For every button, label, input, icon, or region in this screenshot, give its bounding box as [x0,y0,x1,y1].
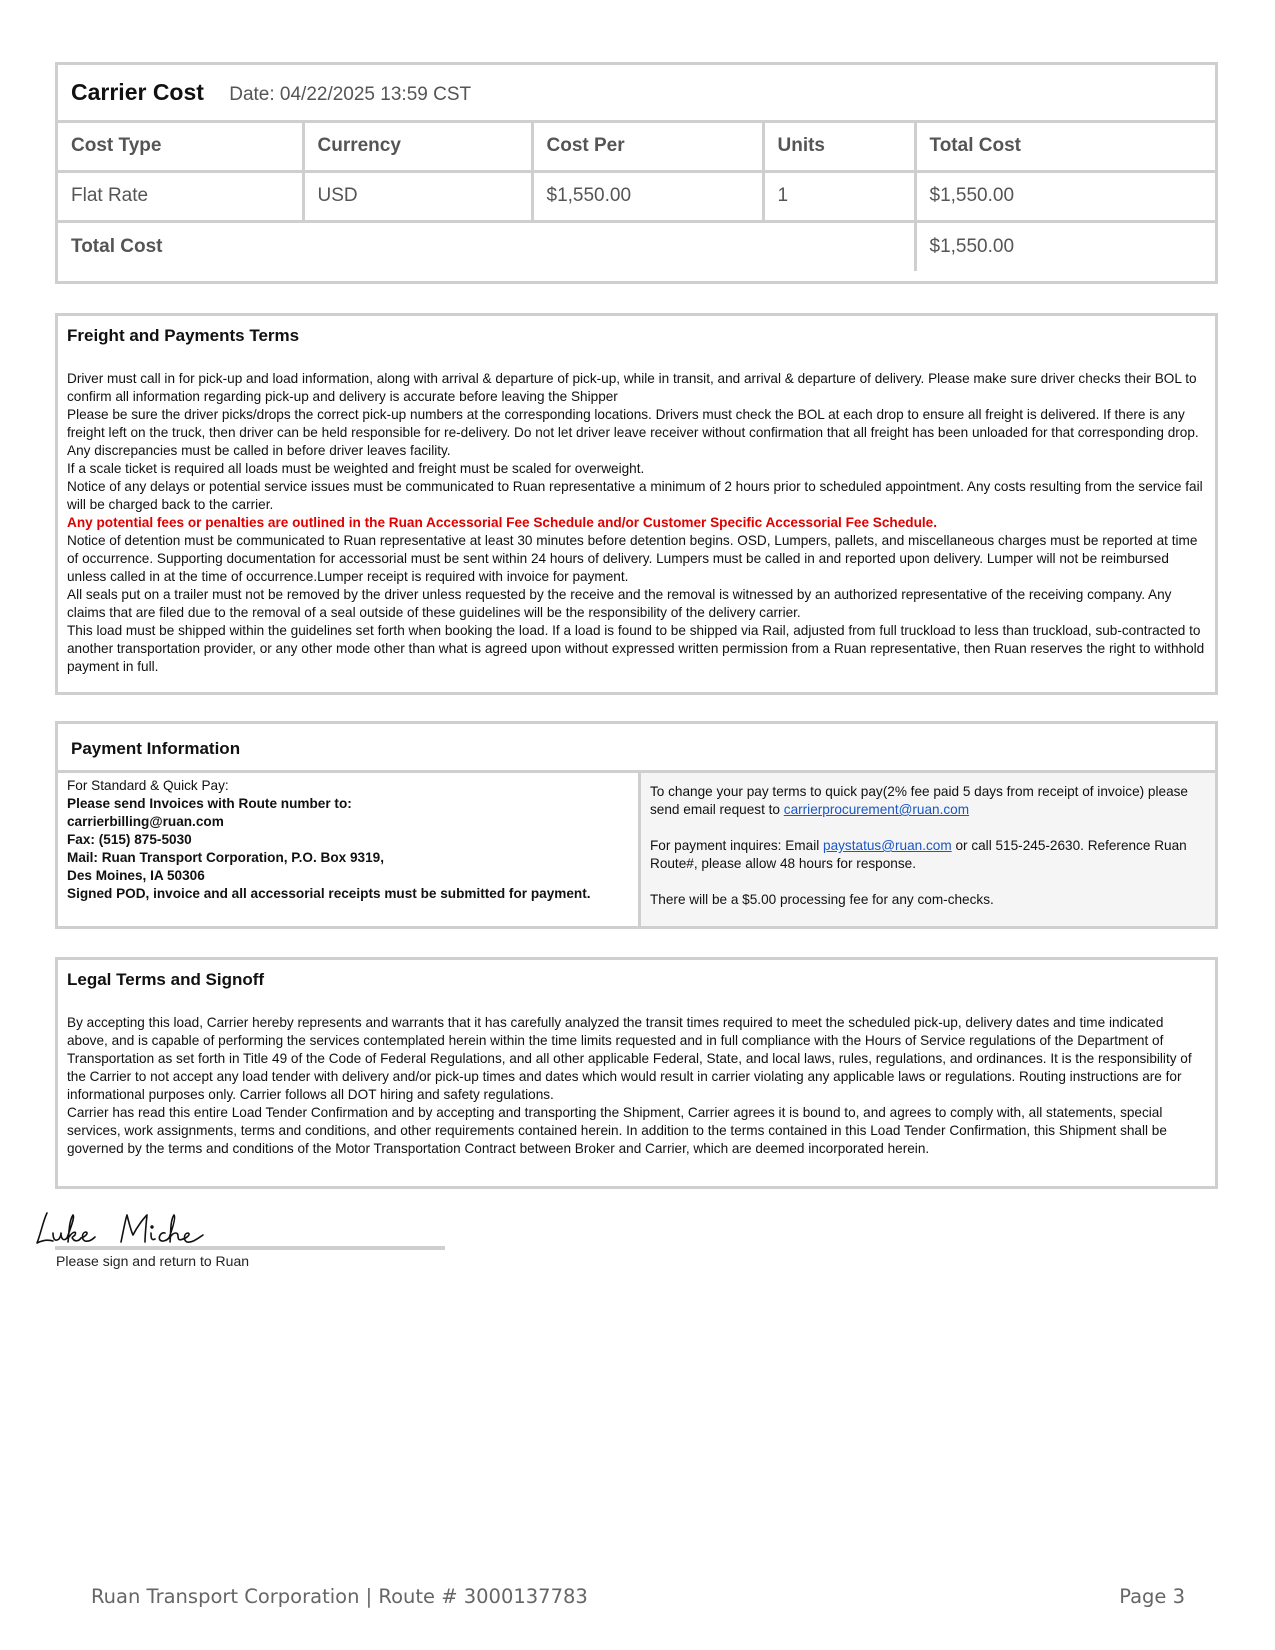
quickpay-note [650,783,1207,819]
submission-requirement: Signed POD, invoice and all accessorial receipts must be submitted for payment. [67,886,591,901]
column-header: Cost Per [532,121,763,171]
legal-paragraph: Carrier has read this entire Load Tender Confirmation and by accepting and transporting the Shipment, Carrier agrees it is bound to, and agrees to comply with, all statements, special services, work assignments, terms and conditions, and other requirements contained herein. In addition to the terms contained in this Load Tender Confirmation, this Shipment shall be governed by the terms and conditions of the Motor Transportation Contract between Broker and Carrier, which are deemed incorporated herein. [67,1105,1167,1156]
payment-information-section [55,721,1218,929]
payment-intro: For Standard & Quick Pay: [67,778,229,793]
carrier-cost-table [55,62,1218,284]
table-cell: Flat Rate [58,171,303,221]
paystatus-email-link[interactable]: paystatus@ruan.com [823,838,952,853]
fee-schedule-notice: Any potential fees or penalties are outlined in the Ruan Accessorial Fee Schedule and/or Customer Specific Accessorial Fee Schedule. [67,515,938,530]
terms-paragraph: If a scale ticket is required all loads must be weighted and freight must be scaled for overweight. [67,461,645,476]
signature-line [55,1246,445,1250]
payment-title-row [58,724,1215,773]
payment-notes [641,773,1215,926]
carrier-cost-title: Carrier Cost [71,78,204,105]
legal-terms-body [67,1014,1206,1158]
terms-paragraph: All seals put on a trailer must not be removed by the driver unless requested by the receive and the removal is witnessed by an authorized representative of the receiving company. Any claims that are filed due to the removal of a seal outside of these guidelines will be the responsibility of the delivery carrier. [67,587,1172,620]
terms-paragraph: Notice of detention must be communicated to Ruan representative at least 30 minutes before detention begins. OSD, Lumpers, pallets, and miscellaneous charges must be reported at time of occurrence. Supporting documentation for accessorial must be sent within 24 hours of delivery. Lumpers must be called in and reported upon delivery. Lumper will not be reimbursed unless called in at the time of occurrence.Lumper receipt is required with invoice for payment. [67,533,1198,584]
column-header: Units [763,121,915,171]
page-number: Page 3 [1119,1585,1185,1608]
carrier-cost-date: Date: 04/22/2025 13:59 CST [229,83,472,105]
terms-paragraph: Please be sure the driver picks/drops the correct pick-up numbers at the corresponding locations. Drivers must check the BOL at each drop to ensure all freight is delivered. If there is any freight left on the truck, then driver can be held responsible for re-delivery. Do not let driver leave receiver without confirmation that all freight has been unloaded for that corresponding drop. Any discrepancies must be called in before driver leaves facility. [67,407,1199,458]
table-cell: $1,550.00 [532,171,763,221]
signature-instruction: Please sign and return to Ruan [56,1253,250,1269]
carrier-cost-header [58,65,1215,121]
legal-paragraph: By accepting this load, Carrier hereby represents and warrants that it has carefully analyzed the transit times required to meet the scheduled pick-up, delivery dates and time indicated above, and is capable of performing the services contemplated herein within the time limits requested and in full compliance with the Hours of Service regulations of the Department of Transportation as set forth in Title 49 of the Code of Federal Regulations, and all other applicable Federal, State, and local laws, rules, regulations, and ordinances. It is the responsibility of the Carrier to not accept any load tender with delivery and/or pick-up times and dates which would result in carrier violating any applicable laws or regulations. Routing instructions are for informational purposes only. Carrier follows all DOT hiring and safety regulations. [67,1015,1192,1102]
freight-terms-body [67,370,1206,676]
processing-fee-note: There will be a $5.00 processing fee for any com-checks. [650,892,994,907]
footer-route: Ruan Transport Corporation | Route # 3000137783 [91,1585,588,1608]
fax-number: Fax: (515) 875-5030 [67,832,192,847]
quickpay-email-link[interactable]: carrierprocurement@ruan.com [783,802,970,817]
total-label: Total Cost [58,221,915,271]
mail-address: Mail: Ruan Transport Corporation, P.O. Box 9319, [67,850,384,865]
table-cell: 1 [763,171,915,221]
legal-terms-section [55,957,1218,1189]
column-header: Cost Type [58,121,303,171]
inquiry-text-after: or call 515-245-2630. Reference Ruan Route#, please allow 48 hours for response. [650,838,1187,871]
total-row [58,221,1215,271]
table-cell: USD [303,171,532,221]
table-header-row [58,121,1215,171]
quickpay-text: To change your pay terms to quick pay(2% fee paid 5 days from receipt of invoice) please send email request to [650,784,1188,817]
freight-terms-section [55,313,1218,695]
table-row [58,171,1215,221]
total-value: $1,550.00 [915,221,1215,271]
payment-instructions [58,773,641,926]
terms-paragraph: This load must be shipped within the guidelines set forth when booking the load. If a load is found to be shipped via Rail, adjusted from full truckload to less than truckload, sub-contracted to another transportation provider, or any other mode other than what is agreed upon without expressed written permission from a Ruan representative, then Ruan reserves the right to withhold payment in full. [67,623,1205,674]
column-header: Currency [303,121,532,171]
inquiry-note [650,837,1207,873]
mail-city: Des Moines, IA 50306 [67,868,205,883]
section-title: Freight and Payments Terms [67,326,300,345]
billing-email: carrierbilling@ruan.com [67,814,224,829]
terms-paragraph: Notice of any delays or potential service issues must be communicated to Ruan representative a minimum of 2 hours prior to scheduled appointment. Any costs resulting from the service fail will be charged back to the carrier. [67,479,1203,512]
table-cell: $1,550.00 [915,171,1215,221]
section-title: Payment Information [71,739,241,758]
invoice-instruction: Please send Invoices with Route number to: [67,796,352,811]
inquiry-text: For payment inquires: Email [650,838,820,853]
terms-paragraph: Driver must call in for pick-up and load information, along with arrival & departure of pick-up, while in transit, and arrival & departure of delivery. Please make sure driver checks their BOL to confirm all information regarding pick-up and delivery is accurate before leaving the Shipper [67,371,1197,404]
section-title: Legal Terms and Signoff [67,970,265,989]
column-header: Total Cost [915,121,1215,171]
